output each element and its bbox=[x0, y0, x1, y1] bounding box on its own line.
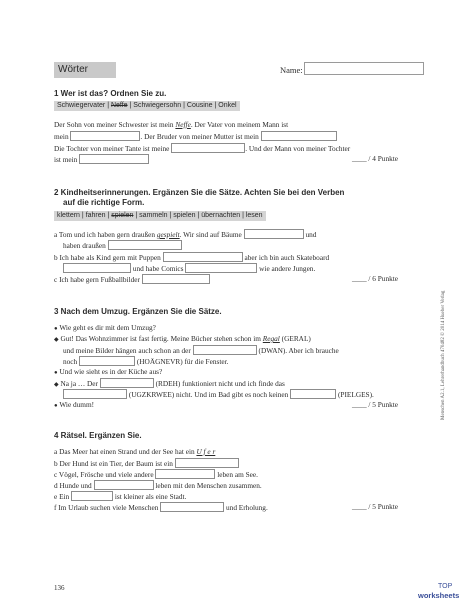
s2-line-a2 bbox=[63, 240, 182, 250]
word: fahren bbox=[85, 212, 106, 219]
text: noch bbox=[63, 357, 78, 366]
word-struck: spielen bbox=[111, 212, 134, 219]
text: a Tom und ich haben gern draußen bbox=[54, 230, 156, 239]
bullet-icon: ● bbox=[54, 326, 58, 332]
section-2-wordbox: klettern | fahren | spielen | sammeln | spielen | übernachten | lesen bbox=[54, 211, 266, 221]
text: wie andere Jungen. bbox=[259, 264, 316, 273]
section-1-wordbox: Schwiegervater | Neffe | Schwiegersohn | Cousine | Onkel bbox=[54, 101, 240, 111]
answer-blank[interactable] bbox=[63, 389, 127, 399]
diamond-icon: ◆ bbox=[54, 382, 59, 388]
text: (UGZKRWEE) nicht. Und im Bad gibt es noch keinen bbox=[128, 390, 289, 399]
text: und habe Comics bbox=[132, 264, 184, 273]
logo-worksheets-text: worksheets bbox=[418, 591, 460, 600]
text: (HOÄGNEVR) für die Fenster. bbox=[136, 357, 229, 366]
s4-line-f bbox=[54, 502, 268, 512]
word: Cousine bbox=[186, 102, 213, 109]
word: übernachten bbox=[201, 212, 241, 219]
s2-line-b2 bbox=[63, 263, 315, 273]
text: und bbox=[305, 230, 317, 239]
text: . Der Bruder von meiner Mutter ist mein bbox=[140, 132, 259, 141]
answer-blank[interactable] bbox=[160, 502, 224, 512]
text: d Hunde und bbox=[54, 481, 92, 490]
word: Schwiegervater bbox=[57, 102, 106, 109]
answer-blank[interactable] bbox=[70, 131, 140, 141]
answer-blank[interactable] bbox=[63, 263, 131, 273]
answer-blank[interactable] bbox=[163, 252, 243, 262]
text: aber ich bin auch Skateboard bbox=[244, 253, 330, 262]
name-label: Name: bbox=[280, 65, 303, 75]
s3-line-7 bbox=[63, 389, 374, 399]
word: Schwiegersohn bbox=[133, 102, 182, 109]
text: . Der Vater von meinem Mann ist bbox=[190, 120, 289, 129]
text: mein bbox=[54, 132, 69, 141]
s3-line-8 bbox=[54, 400, 94, 411]
text: leben am See. bbox=[217, 470, 258, 479]
answer-blank[interactable] bbox=[142, 274, 210, 284]
s1-line-1 bbox=[54, 120, 288, 129]
handwritten-answer: gespielt bbox=[156, 230, 180, 239]
text: b Der Hund ist ein Tier, der Baum ist ein bbox=[54, 459, 173, 468]
bullet-icon: ● bbox=[54, 403, 58, 409]
answer-blank[interactable] bbox=[79, 154, 149, 164]
text: . Und der Mann von meiner Tochter bbox=[245, 144, 351, 153]
s3-line-4 bbox=[63, 356, 228, 366]
word: lesen bbox=[245, 212, 263, 219]
text: (RDEH) funktioniert nicht und ich finde das bbox=[155, 379, 285, 388]
text: ist kleiner als eine Stadt. bbox=[114, 492, 187, 501]
answer-blank[interactable] bbox=[79, 356, 135, 366]
s4-line-a bbox=[54, 447, 215, 456]
handwritten-answer: Regal bbox=[262, 334, 280, 343]
word: sammeln bbox=[139, 212, 168, 219]
answer-blank[interactable] bbox=[94, 480, 154, 490]
answer-blank[interactable] bbox=[100, 378, 154, 388]
answer-blank[interactable] bbox=[244, 229, 304, 239]
s3-line-3 bbox=[63, 345, 339, 355]
text: Na ja … Der bbox=[60, 379, 98, 388]
text: (PIELGES). bbox=[337, 390, 374, 399]
s3-line-5 bbox=[54, 367, 162, 378]
handwritten-answer: Neffe bbox=[175, 120, 191, 129]
score-2: ____ / 6 Punkte bbox=[352, 274, 399, 283]
answer-blank[interactable] bbox=[175, 458, 239, 468]
s4-line-e bbox=[54, 491, 186, 501]
text: a Das Meer hat einen Strand und der See hat ein bbox=[54, 447, 195, 456]
s2-line-b1 bbox=[54, 252, 329, 262]
diamond-icon: ◆ bbox=[54, 337, 59, 343]
answer-blank[interactable] bbox=[108, 240, 182, 250]
score-1: ____ / 4 Punkte bbox=[352, 154, 399, 163]
text: Die Tochter von meiner Tante ist meine bbox=[54, 144, 170, 153]
text: c Ich habe gern Fußballbilder bbox=[54, 275, 140, 284]
text: c Vögel, Frösche und viele andere bbox=[54, 470, 154, 479]
word-struck: Neffe bbox=[110, 102, 128, 109]
s2-line-c1 bbox=[54, 274, 210, 284]
s3-line-2 bbox=[54, 334, 311, 345]
page-number: 136 bbox=[54, 584, 65, 592]
word: spielen bbox=[173, 212, 196, 219]
page-title: Wörter bbox=[54, 62, 116, 78]
s4-line-d bbox=[54, 480, 262, 490]
answer-blank[interactable] bbox=[185, 263, 257, 273]
answer-blank[interactable] bbox=[171, 143, 245, 153]
section-3-heading: 3 Nach dem Umzug. Ergänzen Sie die Sätze. bbox=[54, 307, 222, 316]
text: und Erholung. bbox=[226, 503, 268, 512]
section-4-heading: 4 Rätsel. Ergänzen Sie. bbox=[54, 431, 142, 440]
s1-line-4 bbox=[54, 154, 149, 164]
answer-blank[interactable] bbox=[261, 131, 337, 141]
text: Der Sohn von meiner Schwester ist mein bbox=[54, 120, 174, 129]
section-2-heading: 2 Kindheitserinnerungen. Ergänzen Sie die Sätze. Achten Sie bei den Verben bbox=[54, 188, 345, 197]
text: ist mein bbox=[54, 155, 78, 164]
s4-line-c bbox=[54, 469, 258, 479]
name-field[interactable] bbox=[304, 62, 424, 75]
s1-line-3 bbox=[54, 143, 350, 153]
answer-blank[interactable] bbox=[155, 469, 215, 479]
text: (GERAL) bbox=[281, 334, 311, 343]
text: Und wie sieht es in der Küche aus? bbox=[59, 367, 163, 376]
logo-top-text: TOP bbox=[438, 583, 453, 590]
s3-line-1 bbox=[54, 323, 156, 334]
section-1-heading: 1 Wer ist das? Ordnen Sie zu. bbox=[54, 89, 167, 98]
copyright-side-text: Menschen A2.1, Lehrerhandbuch 470482 © 2014 Hueber Verlag bbox=[441, 290, 446, 420]
section-2-heading-cont: auf die richtige Form. bbox=[63, 198, 145, 207]
word: klettern bbox=[57, 212, 80, 219]
s2-line-a1 bbox=[54, 229, 316, 239]
score-4: ____ / 5 Punkte bbox=[352, 502, 399, 511]
handwritten-answer: U f e r bbox=[196, 447, 216, 456]
text: haben draußen bbox=[63, 241, 106, 250]
answer-blank[interactable] bbox=[290, 389, 336, 399]
text: (DWAN). Aber ich brauche bbox=[258, 346, 339, 355]
answer-blank[interactable] bbox=[193, 345, 257, 355]
answer-blank[interactable] bbox=[71, 491, 113, 501]
text: . Wir sind auf Bäume bbox=[179, 230, 242, 239]
text: f Im Urlaub suchen viele Menschen bbox=[54, 503, 159, 512]
text: Wie geht es dir mit dem Umzug? bbox=[59, 323, 156, 332]
text: Gut! Das Wohnzimmer ist fast fertig. Meine Bücher stehen schon im bbox=[60, 334, 261, 343]
bullet-icon: ● bbox=[54, 370, 58, 376]
text: b Ich habe als Kind gern mit Puppen bbox=[54, 253, 161, 262]
text: e Ein bbox=[54, 492, 70, 501]
score-3: ____ / 5 Punkte bbox=[352, 400, 399, 409]
s4-line-b bbox=[54, 458, 239, 468]
text: leben mit den Menschen zusammen. bbox=[155, 481, 262, 490]
s1-line-2 bbox=[54, 131, 337, 141]
text: und meine Bilder hängen auch schon an der bbox=[63, 346, 191, 355]
text: Wie dumm! bbox=[59, 400, 95, 409]
word: Onkel bbox=[218, 102, 237, 109]
